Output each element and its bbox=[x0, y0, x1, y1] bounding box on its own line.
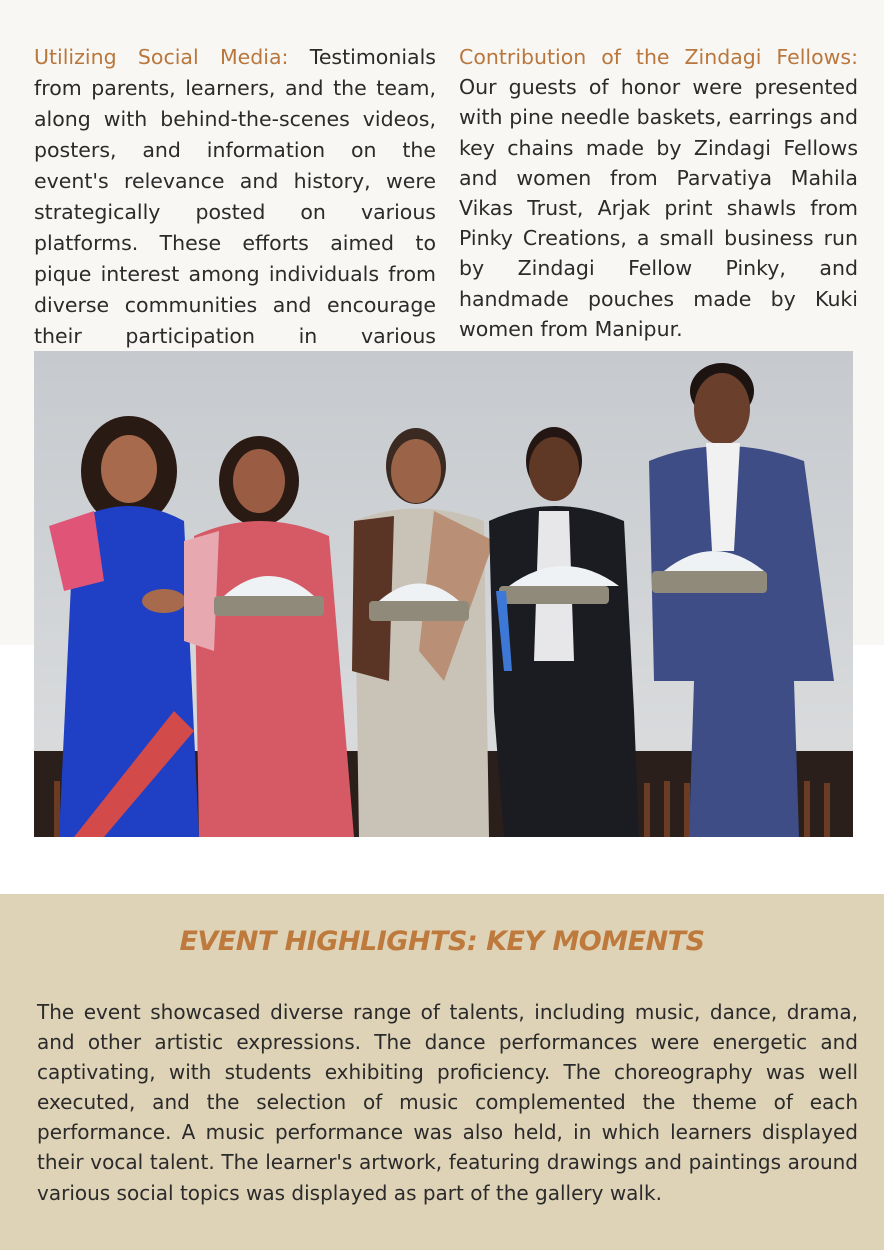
fellows-lead: Contribution of the Zindagi Fellows: bbox=[459, 45, 858, 69]
social-media-column bbox=[34, 42, 436, 383]
event-highlights-heading: EVENT HIGHLIGHTS: KEY MOMENTS bbox=[179, 926, 705, 957]
social-media-lead: Utilizing Social Media: bbox=[34, 45, 289, 69]
event-highlights-paragraph: The event showcased diverse range of talents, including music, dance, drama, and other artistic expressions. The dance performances were energetic and captivating, with students exhibiting proficiency. The choreography was well executed, and the selection of music complemented the theme of each performance. A music performance was also held, in which learners displayed their vocal talent. The learner's artwork, featuring drawings and paintings around various social topics was displayed as part of the gallery walk. bbox=[37, 1000, 858, 1205]
social-media-text: Testimonials from parents, learners, and the team, along with behind-the-scenes videos, posters, and information on the event's relevance and history, were strategically posted on various platforms. These efforts aimed to pique interest among individuals from diverse communities and encourage their participation in various bbox=[34, 45, 436, 348]
fellows-text: Our guests of honor were presented with pine needle baskets, earrings and key chains made by Zindagi Fellows and women from Parvatiya Mahila Vikas Trust, Arjak print shawls from Pinky Creations, a small business run by Zindagi Fellow Pinky, and handmade pouches made by Kuki women from Manipur. bbox=[459, 75, 858, 341]
fellows-column bbox=[459, 42, 858, 344]
guests-of-honor-photo bbox=[34, 351, 853, 837]
